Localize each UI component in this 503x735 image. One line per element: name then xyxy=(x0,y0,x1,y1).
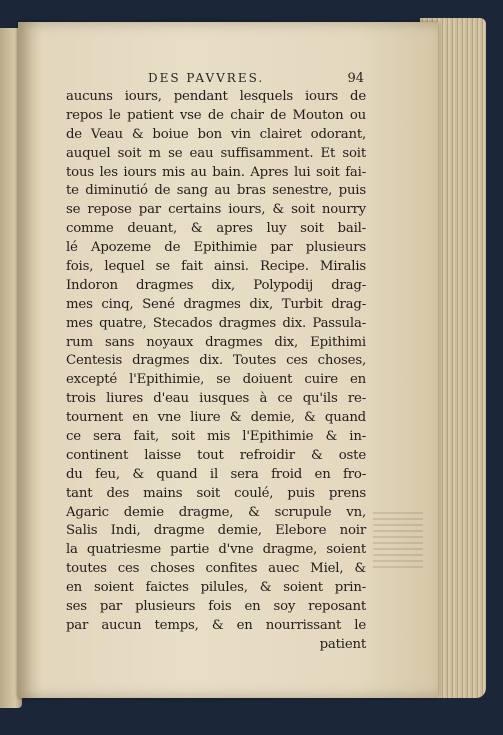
text-line: Centesis dragmes dix. Toutes ces choses, xyxy=(66,353,366,369)
text-line: ses par plusieurs fois en soy reposant xyxy=(66,599,366,615)
text-line: Indoron dragmes dix, Polypodij drag- xyxy=(66,277,366,293)
text-line: mes cinq, Sené dragmes dix, Turbit drag- xyxy=(66,296,366,312)
text-line: se repose par certains iours, & soit nourry xyxy=(66,202,366,218)
text-block xyxy=(66,88,366,655)
text-line: rum sans noyaux dragmes dix, Epithimi xyxy=(66,334,366,350)
text-line: fois, lequel se fait ainsi. Recipe. Miralis xyxy=(66,259,366,275)
text-line: continent laisse tout refroidir & oste xyxy=(66,447,366,463)
text-line: tous les iours mis au bain. Apres lui soit fai- xyxy=(66,164,366,180)
text-line: de Veau & boiue bon vin clairet odorant, xyxy=(66,126,366,142)
text-line: mes quatre, Stecados dragmes dix. Passula- xyxy=(66,315,366,331)
text-line: comme deuant, & apres luy soit bail- xyxy=(66,221,366,237)
text-line: du feu, & quand il sera froid en fro- xyxy=(66,466,366,482)
running-title: DES PAVVRES. xyxy=(148,71,265,85)
text-line: te diminutió de sang au bras senestre, puis xyxy=(66,183,366,199)
catchword: patient xyxy=(319,636,366,652)
text-line: toutes ces choses confites auec Miel, & xyxy=(66,561,366,577)
text-line: Salis Indi, dragme demie, Elebore noir xyxy=(66,523,366,539)
text-line: tournent en vne liure & demie, & quand xyxy=(66,410,366,426)
text-line: en soient faictes pilules, & soient prin- xyxy=(66,580,366,596)
text-line: tant des mains soit coulé, puis prens xyxy=(66,485,366,501)
show-through-bleed xyxy=(373,512,423,572)
text-line: lé Apozeme de Epithimie par plusieurs xyxy=(66,240,366,256)
text-line: repos le patient vse de chair de Mouton ou xyxy=(66,107,366,123)
text-line: la quatriesme partie d'vne dragme, soient xyxy=(66,542,366,558)
text-line: ce sera fait, soit mis l'Epithimie & in- xyxy=(66,429,366,445)
text-line: par aucun temps, & en nourrissant le xyxy=(66,617,366,633)
text-line: auquel soit m se eau suffisamment. Et soit xyxy=(66,145,366,161)
page-number: 94 xyxy=(347,71,364,86)
text-line: trois liures d'eau iusques à ce qu'ils re- xyxy=(66,391,366,407)
text-line: aucuns iours, pendant lesquels iours de xyxy=(66,89,366,104)
text-line: excepté l'Epithimie, se doiuent cuire en xyxy=(66,372,366,388)
text-line: Agaric demie dragme, & scrupule vn, xyxy=(66,504,366,520)
running-head xyxy=(92,71,364,87)
book-page xyxy=(18,22,438,698)
